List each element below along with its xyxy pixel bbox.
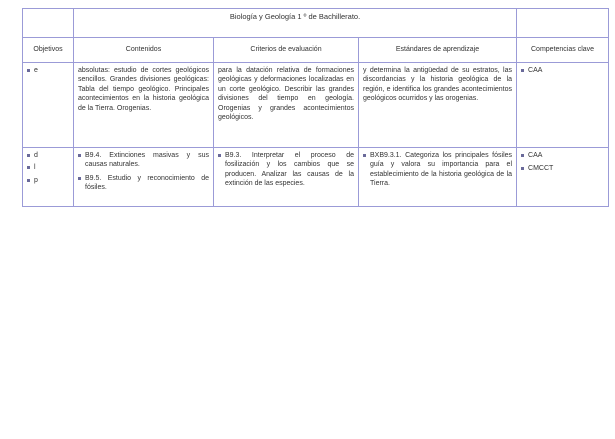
empty-cell — [23, 9, 74, 38]
table-row — [23, 148, 609, 207]
cell-objetivos — [23, 148, 74, 207]
table-title-row — [23, 9, 609, 38]
objetivo-letter: p — [34, 176, 38, 184]
list-item — [521, 164, 604, 173]
list-item — [521, 66, 604, 75]
criterios-text: para la datación relativa de formaciones geológicas y deformaciones localizadas en un corte geológico. Describir las grandes divisiones del tiempo en geología. Orogenias y grandes acontecimientos geológicos. — [218, 67, 354, 122]
list-item — [78, 174, 209, 193]
bullet-icon — [27, 69, 30, 72]
curriculum-table — [22, 8, 609, 207]
bullet-icon — [521, 154, 524, 157]
bullet-icon — [521, 167, 524, 170]
contenido-item: B9.5. Estudio y reconocimiento de fósiles. — [85, 174, 209, 192]
criterio-item: B9.3. Interpretar el proceso de fosilización y los cambios que se producen. Analizar las causas de la extinción de las especies. — [225, 152, 354, 188]
contenido-item: B9.4. Extinciones masivas y sus causas naturales. — [85, 152, 209, 169]
bullet-icon — [218, 154, 221, 157]
contenidos-text: absolutas: estudio de cortes geológicos sencillos. Grandes divisiones geológicas: Tabla del tiempo geológico. Principales acontecimientos en la historia geológica de la Tierra. Orogenias. — [78, 67, 209, 112]
objetivo-letter: e — [34, 67, 38, 74]
list-item — [78, 151, 209, 170]
column-header-competencias: Competencias clave — [517, 38, 609, 63]
column-header-estandares: Estándares de aprendizaje — [359, 38, 517, 63]
cell-competencias — [517, 63, 609, 148]
column-header-objetivos: Objetivos — [23, 38, 74, 63]
estandares-text: y determina la antigüedad de su estratos, las discordancias y la historia geológica de la región, e identifica los grandes acontecimientos geológicos ocurridos y las orogenias. — [363, 67, 513, 103]
empty-cell — [517, 9, 609, 38]
competencia-code: CMCCT — [528, 165, 554, 173]
table-title: Biología y Geología 1 º de Bachillerato. — [74, 9, 517, 38]
competencia-code: CAA — [528, 152, 543, 159]
column-header-contenidos: Contenidos — [74, 38, 214, 63]
list-item — [521, 151, 604, 160]
cell-contenidos — [74, 63, 214, 148]
bullet-icon — [521, 69, 524, 72]
estandar-item: BXB9.3.1. Categoriza los principales fósiles guía y valora su importancia para el establecimiento de la historia geológica de la Tierra. — [370, 152, 513, 188]
list-item — [27, 66, 69, 75]
bullet-icon — [78, 154, 81, 157]
list-item — [27, 163, 69, 172]
list-item — [218, 151, 354, 189]
competencia-code: CAA — [528, 67, 543, 74]
list-item — [27, 151, 69, 160]
bullet-icon — [78, 177, 81, 180]
table-row — [23, 63, 609, 148]
cell-criterios — [214, 148, 359, 207]
cell-competencias — [517, 148, 609, 207]
list-item — [27, 176, 69, 185]
bullet-icon — [27, 166, 30, 169]
cell-estandares — [359, 148, 517, 207]
objetivo-letter: l — [34, 164, 36, 172]
bullet-icon — [27, 154, 30, 157]
cell-objetivos — [23, 63, 74, 148]
cell-contenidos — [74, 148, 214, 207]
list-item — [363, 151, 512, 189]
objetivo-letter: d — [34, 152, 38, 159]
cell-criterios — [214, 63, 359, 148]
table-header-row — [23, 38, 609, 63]
bullet-icon — [27, 179, 30, 182]
column-header-criterios: Criterios de evaluación — [214, 38, 359, 63]
bullet-icon — [363, 154, 366, 157]
cell-estandares — [359, 63, 517, 148]
